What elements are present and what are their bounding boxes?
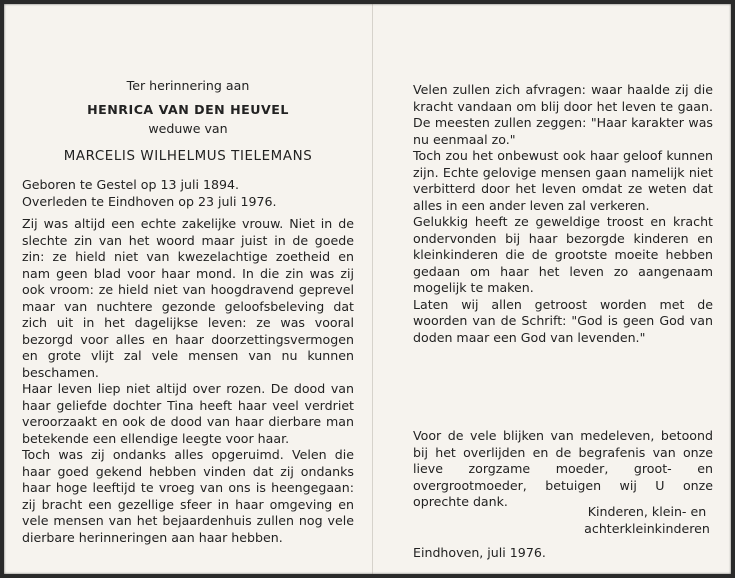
left-paragraph: Toch was zij ondanks alles opgeruimd. Velen die haar goed gekend hebben vinden dat zij ondanks haar hoge leeftijd te vroeg van ons is heengegaan: zij bracht een gezellige sfeer in haar omgeving en vele mensen van het bejaardenhuis zullen nog vele dierbare herinneringen aan haar hebben. xyxy=(22,447,354,545)
signature-line-1: Kinderen, klein- en xyxy=(587,504,707,519)
right-body xyxy=(413,82,713,346)
right-paragraph: Gelukkig heeft ze geweldige troost en kracht ondervonden bij haar bezorgde kinderen en kleinkinderen die de grootste moeite hebben gedaan om haar het leven zo aangenaam mogelijk te maken. xyxy=(413,214,713,295)
birth-line: Geboren te Gestel op 13 juli 1894. xyxy=(22,177,240,192)
left-body xyxy=(22,216,354,546)
intro-block xyxy=(22,78,354,165)
signature-line-2: achterkleinkinderen xyxy=(584,520,710,536)
right-paragraph: Velen zullen zich afvragen: waar haalde zij die kracht vandaan om blij door het leven te gaan. De meesten zullen zeggen: "Haar karakter was nu eenmaal zo." xyxy=(413,82,713,147)
deceased-name: HENRICA VAN DEN HEUVEL xyxy=(87,101,289,117)
card-fold-line xyxy=(372,4,373,574)
death-line: Overleden te Eindhoven op 23 juli 1976. xyxy=(22,193,277,209)
dates-block xyxy=(22,177,354,210)
signature-block xyxy=(577,504,717,537)
right-paragraph: Toch zou het onbewust ook haar geloof kunnen zijn. Echte gelovige mensen gaan namelijk niet verbitterd door het leven omdat ze weten dat alles in een ander leven zal verkeren. xyxy=(413,148,713,213)
intro-text: Ter herinnering aan xyxy=(126,78,250,93)
right-paragraph: Laten wij allen getroost worden met de woorden van de Schrift: "God is geen God van doden maar een God van levenden." xyxy=(413,296,713,345)
thanks-text: Voor de vele blijken van medeleven, betoond bij het overlijden en de begrafenis van onze lieve zorgzame moeder, groot- en overgrootmoeder, betuigen wij U onze oprechte dank. xyxy=(413,428,713,509)
left-paragraph: Haar leven liep niet altijd over rozen. De dood van haar geliefde dochter Tina heeft haar veel verdriet veroorzaakt en ook de dood van haar dierbare man betekende een ellendige leegte voor haar. xyxy=(22,381,354,446)
widow-of-text: weduwe van xyxy=(148,121,228,136)
spouse-name: MARCELIS WILHELMUS TIELEMANS xyxy=(63,148,313,164)
memorial-card xyxy=(4,4,731,574)
thanks-block xyxy=(413,428,713,511)
place-date: Eindhoven, juli 1976. xyxy=(413,545,546,560)
left-paragraph: Zij was altijd een echte zakelijke vrouw. Niet in de slechte zin van het woord maar juist in de goede zin: ze hield niet van kwezelachtige zoetheid en nam geen blad voor haar mond. In die zin was zij ook vroom: ze hield niet van hoogdravend geprevel maar van nuchtere gezonde geloofsbeleving dat zich uit in het dagelijkse leven: ze was vooral bezorgd voor alles en haar doorzettingsvermogen en grote vlijt zal vele mensen van nu kunnen beschamen. xyxy=(22,216,354,380)
